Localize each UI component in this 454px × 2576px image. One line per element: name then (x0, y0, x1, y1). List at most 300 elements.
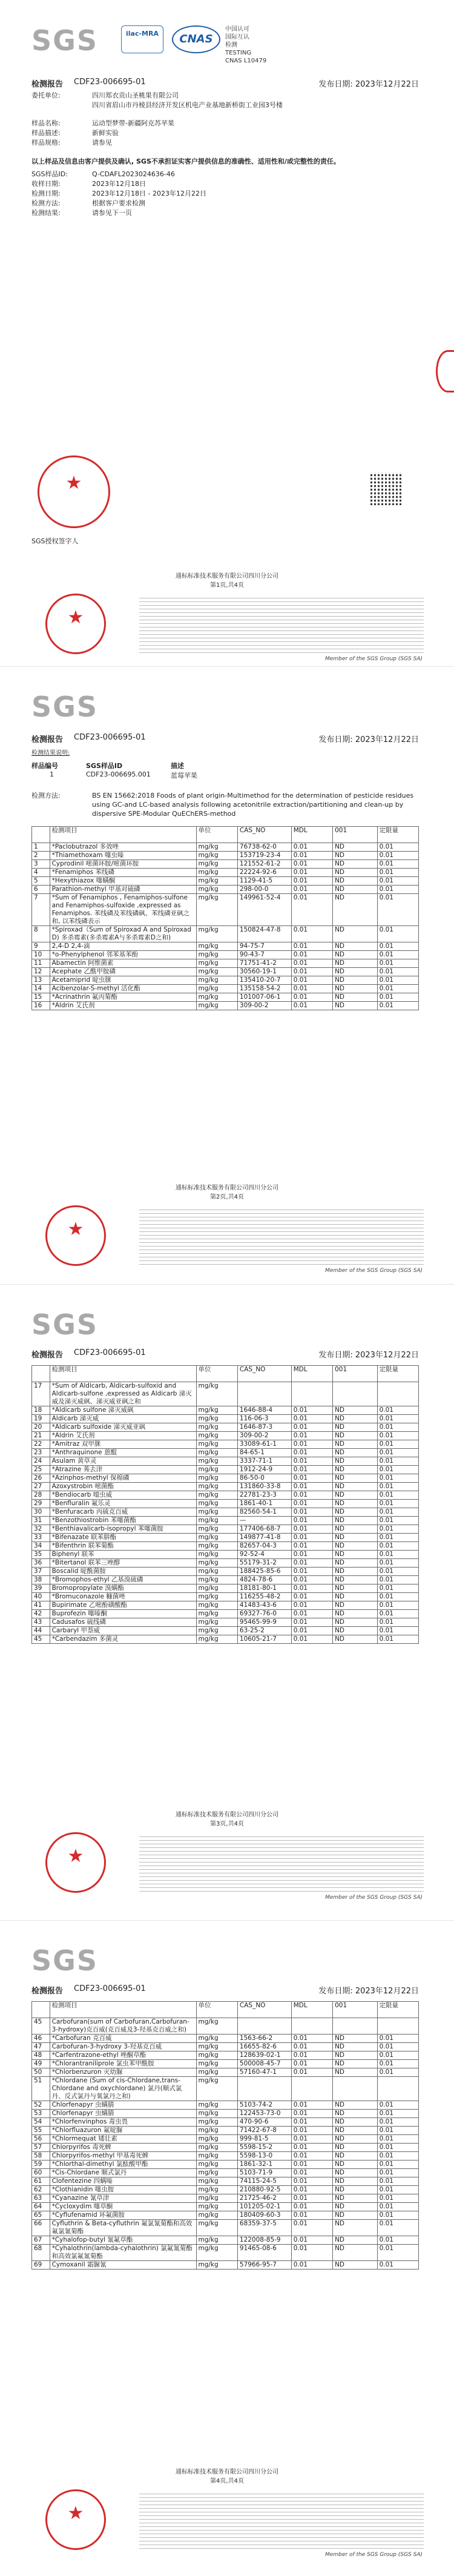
table-cell: *Fenamiphos 苯线磷 (50, 869, 196, 877)
table-cell: 0.01 (377, 2110, 418, 2118)
table-row (32, 1610, 419, 1618)
table-cell: 37 (32, 1568, 50, 1576)
table-cell: ND (333, 942, 377, 951)
table-row (32, 1534, 419, 1542)
table-cell: 0.01 (377, 1517, 418, 1525)
table-row (32, 2194, 419, 2203)
table-cell: ND (333, 1517, 377, 1525)
table-cell: 0.01 (377, 1508, 418, 1517)
table-cell: ND (333, 1432, 377, 1440)
table-cell: 0.01 (291, 1576, 332, 1584)
table-cell: 0.01 (291, 852, 332, 860)
table-cell: mg/kg (196, 1382, 237, 1406)
table-cell: mg/kg (196, 1542, 237, 1551)
table-cell: 0.01 (377, 2051, 418, 2060)
table-cell: 22224-92-6 (237, 869, 291, 877)
table-cell: 101007-06-1 (237, 993, 291, 1002)
table-cell: 0.01 (377, 843, 418, 852)
sgs-group-member: Member of the SGS Group (SGS SA) (325, 656, 423, 662)
table-cell: ND (333, 1551, 377, 1559)
table-cell: 57160-47-1 (237, 2068, 291, 2077)
table-row (32, 2135, 419, 2144)
report-header (31, 24, 419, 67)
table-cell: 0.01 (377, 894, 418, 926)
report-header (31, 1308, 419, 1351)
table-cell: 0.01 (291, 2211, 332, 2220)
report-header (31, 1944, 419, 1987)
table-cell: 66 (32, 2220, 50, 2236)
table-cell: mg/kg (196, 2194, 237, 2203)
table-cell: 0.01 (291, 1491, 332, 1500)
table-cell: *Bromuconazole 糠菌唑 (50, 1593, 196, 1601)
table-cell: mg/kg (196, 2160, 237, 2169)
table-cell: 69327-76-0 (237, 1610, 291, 1618)
table-cell: 38 (32, 1576, 50, 1584)
table-cell: mg/kg (196, 1635, 237, 1644)
table-cell: 47 (32, 2043, 50, 2051)
table-cell: mg/kg (196, 1432, 237, 1440)
table-cell: mg/kg (196, 2068, 237, 2077)
table-row (32, 2051, 419, 2060)
table-row (32, 2203, 419, 2211)
table-cell: ND (333, 1406, 377, 1415)
table-cell: 71751-41-2 (237, 959, 291, 968)
table-cell: 10605-21-7 (237, 1635, 291, 1644)
table-cell: 68359-37-5 (237, 2220, 291, 2236)
table-cell: 0.01 (291, 2118, 332, 2127)
table-cell: 0.01 (377, 886, 418, 894)
table-cell: 0.01 (377, 968, 418, 976)
table-cell: 52 (32, 2101, 50, 2110)
table-cell: *Amitraz 双甲脒 (50, 1440, 196, 1449)
table-cell: 0.01 (291, 1534, 332, 1542)
table-cell: mg/kg (196, 2077, 237, 2101)
disclaimer-note: 以上样品及信息由客户提供及确认, SGS不承担证实客户提供信息的准确性、适用性和/或完整性的责任。 (31, 157, 340, 165)
table-row (32, 2236, 419, 2245)
table-cell: 0.01 (377, 1466, 418, 1474)
table-cell: 0.01 (291, 1474, 332, 1483)
table-cell: 0.01 (291, 1449, 332, 1457)
table-cell: 32 (32, 1525, 50, 1534)
table-cell: 0.01 (291, 869, 332, 877)
star-icon: ★ (67, 1846, 84, 1867)
table-cell: mg/kg (196, 926, 237, 942)
table-cell: Chlorpyrifos 毒死蜱 (50, 2144, 196, 2152)
table-cell: mg/kg (196, 993, 237, 1002)
table-row (32, 1568, 419, 1576)
table-cell: 82560-54-1 (237, 1508, 291, 1517)
table-cell: mg/kg (196, 968, 237, 976)
table-cell: 0.01 (291, 1415, 332, 1423)
table-cell: Asulam 黄草灵 (50, 1457, 196, 1466)
table-cell: 34 (32, 1542, 50, 1551)
table-cell: 0.01 (377, 2135, 418, 2144)
footer-disclaimer (139, 595, 424, 653)
table-cell: 1646-88-4 (237, 1406, 291, 1415)
table-cell: 0.01 (291, 877, 332, 886)
table-cell: 0.01 (291, 968, 332, 976)
table-cell: 20 (32, 1423, 50, 1432)
table-cell: 0.01 (377, 1635, 418, 1644)
report-number: CDF23-006695-01 (74, 78, 146, 87)
table-cell: 309-00-2 (237, 1432, 291, 1440)
table-cell: 0.01 (291, 993, 332, 1002)
table-cell: mg/kg (196, 2220, 237, 2236)
table-cell: ND (333, 1593, 377, 1601)
table-cell: mg/kg (196, 959, 237, 968)
table-cell: mg/kg (196, 2118, 237, 2127)
table-row (32, 1627, 419, 1635)
table-cell: *Anthraquinone 蒽醌 (50, 1449, 196, 1457)
table-cell: ND (333, 2043, 377, 2051)
table-cell: ND (333, 1440, 377, 1449)
table-cell: 0.01 (291, 1559, 332, 1568)
table-cell: *Carfentrazone-ethyl 唑酮草酯 (50, 2051, 196, 2060)
table-cell: Carbaryl 甲萘威 (50, 1627, 196, 1635)
table-cell: ND (333, 2261, 377, 2270)
table-cell (291, 2018, 332, 2035)
table-cell: 0.01 (377, 2245, 418, 2261)
footer-disclaimer (139, 2491, 424, 2549)
sgs-logo: SGS (31, 1308, 99, 1341)
table-cell: 0.01 (291, 959, 332, 968)
footer-page-number: 第4页,共4页 (210, 2478, 244, 2485)
table-cell: Boscalid 啶酰菌胺 (50, 1568, 196, 1576)
table-cell: 4 (32, 869, 50, 877)
table-cell: ND (333, 2194, 377, 2203)
table-cell (377, 1382, 418, 1406)
table-cell: 16 (32, 1002, 50, 1010)
table-cell: 0.01 (291, 2051, 332, 2060)
table-cell: 5598-15-2 (237, 2144, 291, 2152)
report-title: 检测报告 (31, 735, 64, 744)
table-cell: ND (333, 993, 377, 1002)
table-cell: 0.01 (291, 2135, 332, 2144)
table-cell: mg/kg (196, 852, 237, 860)
table-cell: ND (333, 951, 377, 959)
star-icon: ★ (65, 472, 82, 494)
table-cell: 0.01 (377, 2101, 418, 2110)
footer-disclaimer (139, 1207, 424, 1265)
results-table (31, 826, 419, 1010)
test-method-block: 检测方法: BS EN 15662:2018 Foods of plant origin-Multimethod for the determination of pesticide residues using GC-and LC-based analysis following acetonitrile extraction/partitioning and clean-up by dispersive SPE-Modular QuEChERS-method (31, 792, 414, 818)
table-cell: 84-65-1 (237, 1449, 291, 1457)
table-cell: ND (333, 1542, 377, 1551)
table-cell: 8 (32, 926, 50, 942)
table-cell: mg/kg (196, 1559, 237, 1568)
table-cell: 1646-87-3 (237, 1423, 291, 1432)
table-cell: 57 (32, 2144, 50, 2152)
table-row (32, 1415, 419, 1423)
table-row (32, 1423, 419, 1432)
table-cell: 61 (32, 2177, 50, 2186)
table-cell: mg/kg (196, 1491, 237, 1500)
company-seal-stamp (38, 455, 110, 528)
table-cell: mg/kg (196, 985, 237, 993)
table-cell: 35 (32, 1551, 50, 1559)
table-cell: ND (333, 2051, 377, 2060)
table-cell: 0.01 (377, 1618, 418, 1627)
table-row (32, 1474, 419, 1483)
report-title: 检测报告 (31, 1987, 64, 1996)
footer-address: 通标标准技术服务有限公司四川分公司 (176, 2469, 278, 2475)
table-row (32, 2110, 419, 2118)
table-row (32, 1491, 419, 1500)
table-cell: 0.01 (377, 2152, 418, 2160)
table-cell: Carbofuran-3-hydroxy 3-羟基克百威 (50, 2043, 196, 2051)
table-cell: 0.01 (291, 1568, 332, 1576)
table-cell: 48 (32, 2051, 50, 2060)
table-cell: mg/kg (196, 1593, 237, 1601)
table-cell: 0.01 (291, 1635, 332, 1644)
table-cell: 65 (32, 2211, 50, 2220)
table-cell: 0.01 (291, 2160, 332, 2169)
table-cell: ND (333, 1610, 377, 1618)
table-cell: mg/kg (196, 2035, 237, 2043)
table-cell: 16655-82-6 (237, 2043, 291, 2051)
table-cell: mg/kg (196, 860, 237, 869)
table-cell: ND (333, 2211, 377, 2220)
table-cell: mg/kg (196, 843, 237, 852)
table-cell: 0.01 (377, 2127, 418, 2135)
table-cell: 0.01 (377, 2160, 418, 2169)
table-cell: *Cyhalothrin(lambda-cyhalothrin) 氯氟氰菊酯和高效氯氟氰菊酯 (50, 2245, 196, 2261)
table-cell: 0.01 (377, 2220, 418, 2236)
table-cell: *Benthiavalicarb-isopropyl 苯噻菌胺 (50, 1525, 196, 1534)
table-cell: ND (333, 2068, 377, 2077)
footer-seal-stamp (45, 2489, 106, 2550)
table-cell: Azoxystrobin 嘧菌酯 (50, 1483, 196, 1491)
table-cell: *Thiamethoxam 噻虫嗪 (50, 852, 196, 860)
report-title: 检测报告 (31, 80, 64, 89)
table-cell: *Cyanazine 氰草津 (50, 2194, 196, 2203)
table-cell: ND (333, 985, 377, 993)
table-cell: ND (333, 860, 377, 869)
table-cell: mg/kg (196, 1474, 237, 1483)
ilac-mra-logo: ilac-MRA (121, 25, 163, 53)
table-row (32, 1635, 419, 1644)
report-number: CDF23-006695-01 (74, 1348, 146, 1357)
table-cell: *Aldicarb sulfone 涕灭威砜 (50, 1406, 196, 1415)
results-table (31, 2001, 419, 2270)
table-cell: 0.01 (377, 877, 418, 886)
table-cell: 13 (32, 976, 50, 985)
table-cell: 121552-61-2 (237, 860, 291, 869)
table-cell: *Cyflufenamid 环氟菌胺 (50, 2211, 196, 2220)
table-cell: 0.01 (291, 2127, 332, 2135)
table-cell: 0.01 (377, 1474, 418, 1483)
table-cell: ND (333, 1635, 377, 1644)
table-cell: 0.01 (377, 2118, 418, 2127)
table-cell: 0.01 (291, 2169, 332, 2177)
table-cell: 3 (32, 860, 50, 869)
table-cell: 135158-54-2 (237, 985, 291, 993)
table-cell: Buprofezin 噻嗪酮 (50, 1610, 196, 1618)
table-cell: mg/kg (196, 2110, 237, 2118)
table-cell: *Carbofuran 克百威 (50, 2035, 196, 2043)
report-header (31, 690, 419, 733)
table-cell: 0.01 (291, 1466, 332, 1474)
table-cell: 0.01 (291, 942, 332, 951)
table-row (32, 869, 419, 877)
table-cell: 33 (32, 1534, 50, 1542)
table-cell: ND (333, 2135, 377, 2144)
table-cell: 30 (32, 1508, 50, 1517)
table-cell: *Cycloxydim 噻草酮 (50, 2203, 196, 2211)
table-row (32, 1500, 419, 1508)
table-cell: mg/kg (196, 1449, 237, 1457)
table-cell: 0.01 (377, 2060, 418, 2068)
report-title: 检测报告 (31, 1351, 64, 1360)
star-icon: ★ (67, 2503, 84, 2524)
table-cell: 0.01 (291, 2203, 332, 2211)
table-cell: ND (333, 1559, 377, 1568)
table-cell: 177406-68-7 (237, 1525, 291, 1534)
table-cell: mg/kg (196, 2152, 237, 2160)
table-cell (333, 2018, 377, 2035)
table-cell: 0.01 (377, 1601, 418, 1610)
table-cell: 67 (32, 2236, 50, 2245)
table-cell: 0.01 (291, 2060, 332, 2068)
table-cell: Abamectin 阿维菌素 (50, 959, 196, 968)
table-cell: *Chlorthal-dimethyl 氯酞酸甲酯 (50, 2160, 196, 2169)
table-cell: 0.01 (377, 1559, 418, 1568)
footer-seal-stamp (45, 1205, 106, 1266)
table-cell: ND (333, 894, 377, 926)
table-cell: 0.01 (377, 1415, 418, 1423)
table-cell (333, 2077, 377, 2101)
authorized-signatory-label: SGS授权签字人 (31, 537, 79, 545)
table-cell: 74115-24-5 (237, 2177, 291, 2186)
table-cell: 41483-43-6 (237, 1601, 291, 1610)
table-cell: 0.01 (377, 852, 418, 860)
table-cell: 10 (32, 951, 50, 959)
table-cell: 11 (32, 959, 50, 968)
table-row (32, 2177, 419, 2186)
table-cell: 0.01 (291, 1601, 332, 1610)
report-number: CDF23-006695-01 (74, 1984, 146, 1993)
table-cell: *Benzothiostrobin 苯噻菌酯 (50, 1517, 196, 1525)
table-cell: 0.01 (291, 1002, 332, 1010)
table-cell: Clofentezine 四螨嗪 (50, 2177, 196, 2186)
table-cell: ND (333, 2101, 377, 2110)
table-cell: 0.01 (291, 2177, 332, 2186)
table-cell: *Hexythiazox 噻螨酮 (50, 877, 196, 886)
table-cell: 58 (32, 2152, 50, 2160)
table-cell: 1563-66-2 (237, 2035, 291, 2043)
table-cell: 0.01 (377, 2194, 418, 2203)
table-cell: ND (333, 926, 377, 942)
table-cell: 18181-80-1 (237, 1584, 291, 1593)
table-cell: 29 (32, 1500, 50, 1508)
table-cell: 22 (32, 1440, 50, 1449)
table-cell: 0.01 (377, 2203, 418, 2211)
table-row (32, 877, 419, 886)
table-cell: Cadusafos 硫线磷 (50, 1618, 196, 1627)
table-cell: Bromopropylate 溴螨酯 (50, 1584, 196, 1593)
table-cell: 55 (32, 2127, 50, 2135)
table-cell: ND (333, 886, 377, 894)
table-cell: 5103-74-2 (237, 2101, 291, 2110)
table-cell: 0.01 (291, 2186, 332, 2194)
table-cell: 18 (32, 1406, 50, 1415)
table-cell: 30560-19-1 (237, 968, 291, 976)
table-cell: mg/kg (196, 1415, 237, 1423)
table-cell: 6 (32, 886, 50, 894)
table-cell: 149877-41-8 (237, 1534, 291, 1542)
table-cell: 94-75-7 (237, 942, 291, 951)
report-page-1: SGS ilac-MRA CNAS 中国认可 国际互认 检测 TESTING CNAS L10479 检测报告 CDF23-006695-01 发布日期: 2023年12月22日 委托单位: 四川郑衣贡山圣桃果有限公司 四川省眉山市丹棱县经济开发区机电产业基地新桥街工业园3号楼 样品名称: 运动型梦带-新疆阿克苏苹果 样品描述: 新鲜实验 样品规格: 请参见 以上样品及信息由客户提供及确认, SGS不承担证实客户提供信息的准确性、适用性和/或完整性的责任。 SGS样品ID: Q-CDAFL2023024636-46 收样日期: 2023年12月18日 检测日期: 2023年12月18日 - 2023年12月22日 检测方法: 根据客户要求检测 检测结果: 请参见下一页 ★ SGS授权签字人 通标标准技术服务有限公司四川分公司 第1页,共4页 ★ Member of the SGS Group (SGS SA) (0, 0, 454, 642)
table-cell: 0.01 (291, 2101, 332, 2110)
table-cell: ND (333, 1500, 377, 1508)
table-cell: mg/kg (196, 2144, 237, 2152)
table-cell: 0.01 (291, 2152, 332, 2160)
table-cell: mg/kg (196, 1406, 237, 1415)
table-cell: mg/kg (196, 951, 237, 959)
table-row (32, 1559, 419, 1568)
table-row (32, 843, 419, 852)
table-cell: 92-52-4 (237, 1551, 291, 1559)
footer-page-number: 第1页,共4页 (210, 582, 244, 589)
table-cell: ND (333, 2203, 377, 2211)
table-cell: 22781-23-3 (237, 1491, 291, 1500)
table-cell: 999-81-5 (237, 2135, 291, 2144)
table-cell: 1 (32, 843, 50, 852)
table-cell: mg/kg (196, 1483, 237, 1491)
table-cell: 0.01 (291, 1457, 332, 1466)
table-cell: 0.01 (291, 2035, 332, 2043)
table-row (32, 1601, 419, 1610)
table-cell (377, 2018, 418, 2035)
table-cell: 46 (32, 2035, 50, 2043)
table-cell: mg/kg (196, 2261, 237, 2270)
table-cell: 5598-13-0 (237, 2152, 291, 2160)
table-cell: 116-06-3 (237, 1415, 291, 1423)
table-cell: 0.01 (291, 926, 332, 942)
table-cell: 0.01 (377, 993, 418, 1002)
table-cell: 0.01 (291, 1406, 332, 1415)
table-cell: *Cyhalofop-butyl 氰氟草酯 (50, 2236, 196, 2245)
table-cell: mg/kg (196, 877, 237, 886)
table-cell: 0.01 (377, 1449, 418, 1457)
table-cell: 55179-31-2 (237, 1559, 291, 1568)
table-cell: 2 (32, 852, 50, 860)
table-cell: mg/kg (196, 1457, 237, 1466)
table-cell: Aldicarb 涕灭威 (50, 1415, 196, 1423)
table-cell: mg/kg (196, 869, 237, 877)
table-cell: ND (333, 1474, 377, 1483)
table-cell: 0.01 (377, 1457, 418, 1466)
table-cell (333, 1382, 377, 1406)
table-cell: 180409-60-3 (237, 2211, 291, 2220)
table-cell: mg/kg (196, 942, 237, 951)
table-cell: 27 (32, 1483, 50, 1491)
table-cell: Cyfluthrin & Beta-cyfluthrin 氟氯氰菊酯和高效氟氯氰菊酯 (50, 2220, 196, 2236)
table-cell: 4824-78-6 (237, 1576, 291, 1584)
table-cell: 0.01 (291, 843, 332, 852)
table-cell: 5 (32, 877, 50, 886)
table-cell: ND (333, 976, 377, 985)
table-cell: 69 (32, 2261, 50, 2270)
table-cell: ND (333, 1601, 377, 1610)
table-cell: 1861-32-1 (237, 2160, 291, 2169)
table-cell: 0.01 (377, 869, 418, 877)
table-cell: 57966-95-7 (237, 2261, 291, 2270)
table-cell (377, 2077, 418, 2101)
table-cell: 0.01 (291, 2194, 332, 2203)
table-cell: mg/kg (196, 1466, 237, 1474)
table-cell: 0.01 (291, 2144, 332, 2152)
